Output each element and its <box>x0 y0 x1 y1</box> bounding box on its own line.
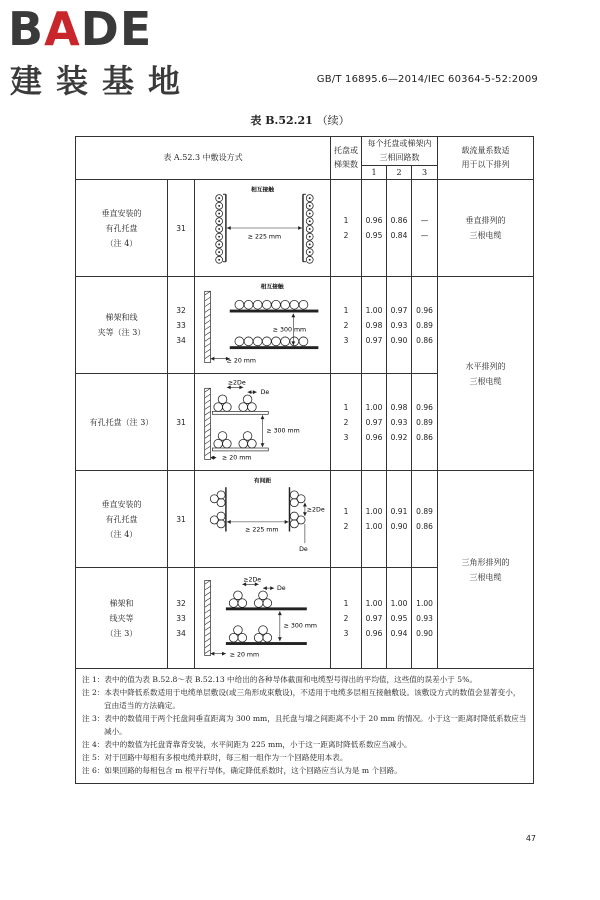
header-trays: 托盘或 梯架数 <box>331 137 362 180</box>
sketch-dim-300: ≥ 300 mm <box>283 622 318 630</box>
row-sketch <box>195 471 331 568</box>
vertical-tray-trefoil-sketch <box>197 475 328 563</box>
row-trays: 1 2 <box>331 471 362 568</box>
note-3: 注 3：表中的数值用于两个托盘间垂直距离为 300 mm，且托盘与墙之间距离不小于 20 mm 的情况。小于这一距离时降低系数应当减小。 <box>82 714 527 736</box>
row-trays: 1 2 <box>331 180 362 277</box>
row-value-c1: 1.00 0.97 0.96 <box>362 568 387 669</box>
sketch-label-spaced: 有间距 <box>253 478 272 485</box>
logo-bade: BADE <box>8 2 153 56</box>
note-2: 注 2：本表中降低系数适用于电缆单层敷设(或三角形成束敷设)，不适用于电缆多层相互接触敷设。该敷设方式的数值会显著变小，宜由适当的方法确定。 <box>82 688 521 710</box>
header-circuits-1: 1 <box>362 166 387 180</box>
row-sketch <box>195 180 331 277</box>
row-value-c3: 1.00 0.93 0.90 <box>412 568 438 669</box>
row-sketch <box>195 374 331 471</box>
row-value-c2: 0.98 0.93 0.92 <box>387 374 412 471</box>
table-title: 表 B.52.21 （续） <box>250 114 350 127</box>
note-4: 注 4：表中的数值为托盘背靠背安装，水平间距为 225 mm，小于这一距离时降低系数应当减小。 <box>82 740 412 749</box>
sketch-dim-2de: ≥2De <box>227 379 246 387</box>
perforated-tray-trefoil-sketch <box>197 378 328 466</box>
header-circuits: 每个托盘或梯架内 三相回路数 <box>362 137 438 166</box>
sketch-dim-2de: ≥2De <box>306 506 325 514</box>
row-method: 32 33 34 <box>168 277 195 374</box>
row-condition: 梯架和线 夹等（注 3） <box>76 277 168 374</box>
row-value-c3: — — <box>412 180 438 277</box>
row-condition: 垂直安装的 有孔托盘 （注 4） <box>76 180 168 277</box>
note-1: 注 1：表中的值为表 B.52.8～表 B.52.13 中给出的各种导体截面和电缆型号得出的平均值，这些值的误差小于 5%。 <box>82 675 477 684</box>
note-6: 注 6：如果回路的每相包含 m 根平行导体，确定降低系数时，这个回路应当认为是 m 个回路。 <box>82 766 402 775</box>
table-row <box>76 277 534 374</box>
row-value-c3: 0.96 0.89 0.86 <box>412 374 438 471</box>
arrangement-vertical: 垂直排列的 三根电缆 <box>438 180 534 277</box>
sketch-dim-de: De <box>299 545 308 553</box>
row-value-c2: 0.91 0.90 <box>387 471 412 568</box>
notes-row <box>76 669 534 784</box>
row-condition: 有孔托盘（注 3） <box>76 374 168 471</box>
sketch-dim-20: ≥ 20 mm <box>222 454 252 462</box>
sketch-dim-300: ≥ 300 mm <box>266 427 300 435</box>
row-trays: 1 2 3 <box>331 568 362 669</box>
row-method: 31 <box>168 471 195 568</box>
vertical-tray-sketch <box>197 184 328 272</box>
row-value-c2: 0.86 0.84 <box>387 180 412 277</box>
row-value-c3: 0.96 0.89 0.86 <box>412 277 438 374</box>
row-value-c2: 1.00 0.95 0.94 <box>387 568 412 669</box>
row-value-c3: 0.89 0.86 <box>412 471 438 568</box>
page-number: 47 <box>525 834 536 843</box>
header-circuits-3: 3 <box>412 166 438 180</box>
row-value-c1: 1.00 1.00 <box>362 471 387 568</box>
row-sketch <box>195 568 331 669</box>
row-condition: 垂直安装的 有孔托盘 （注 4） <box>76 471 168 568</box>
row-value-c1: 1.00 0.97 0.96 <box>362 374 387 471</box>
row-method: 31 <box>168 374 195 471</box>
sketch-dim-20: ≥ 20 mm <box>229 651 260 659</box>
row-value-c1: 1.00 0.98 0.97 <box>362 277 387 374</box>
ladder-tray-trefoil-sketch <box>197 574 328 662</box>
sketch-label-touching: 相互接触 <box>260 284 284 291</box>
row-method: 32 33 34 <box>168 568 195 669</box>
note-5: 注 5：对于回路中每相有多根电缆并联时，每三相一组作为一个回路使用本表。 <box>82 753 348 762</box>
ladder-tray-flat-sketch <box>197 281 328 369</box>
row-sketch <box>195 277 331 374</box>
row-method: 31 <box>168 180 195 277</box>
table-row <box>76 471 534 568</box>
sketch-dim-de: De <box>276 585 286 593</box>
header-method: 表 A.52.3 中敷设方式 <box>76 137 331 180</box>
header-arrangement: 载流量系数适 用于以下排列 <box>438 137 534 180</box>
sketch-dim-2de: ≥2De <box>243 576 262 584</box>
sketch-dim-225: ≥ 225 mm <box>245 526 279 534</box>
row-condition: 梯架和 线夹等 （注 3） <box>76 568 168 669</box>
row-trays: 1 2 3 <box>331 374 362 471</box>
header-circuits-2: 2 <box>387 166 412 180</box>
sketch-dim-225: ≥ 225 mm <box>247 233 282 241</box>
row-value-c2: 0.97 0.93 0.90 <box>387 277 412 374</box>
sketch-dim-300: ≥ 300 mm <box>272 326 307 334</box>
logo-chinese: 建装基地 <box>10 62 195 100</box>
sketch-dim-20: ≥ 20 mm <box>226 357 256 365</box>
arrangement-horizontal: 水平排列的 三根电缆 <box>438 277 534 471</box>
notes <box>76 669 534 784</box>
row-trays: 1 2 3 <box>331 277 362 374</box>
arrangement-trefoil: 三角形排列的 三根电缆 <box>438 471 534 669</box>
sketch-label-touching: 相互接触 <box>250 187 275 194</box>
derating-table <box>75 136 534 784</box>
row-value-c1: 0.96 0.95 <box>362 180 387 277</box>
standard-code: GB/T 16895.6—2014/IEC 60364-5-52:2009 <box>316 74 538 85</box>
sketch-dim-de: De <box>260 389 270 397</box>
table-row <box>76 180 534 277</box>
